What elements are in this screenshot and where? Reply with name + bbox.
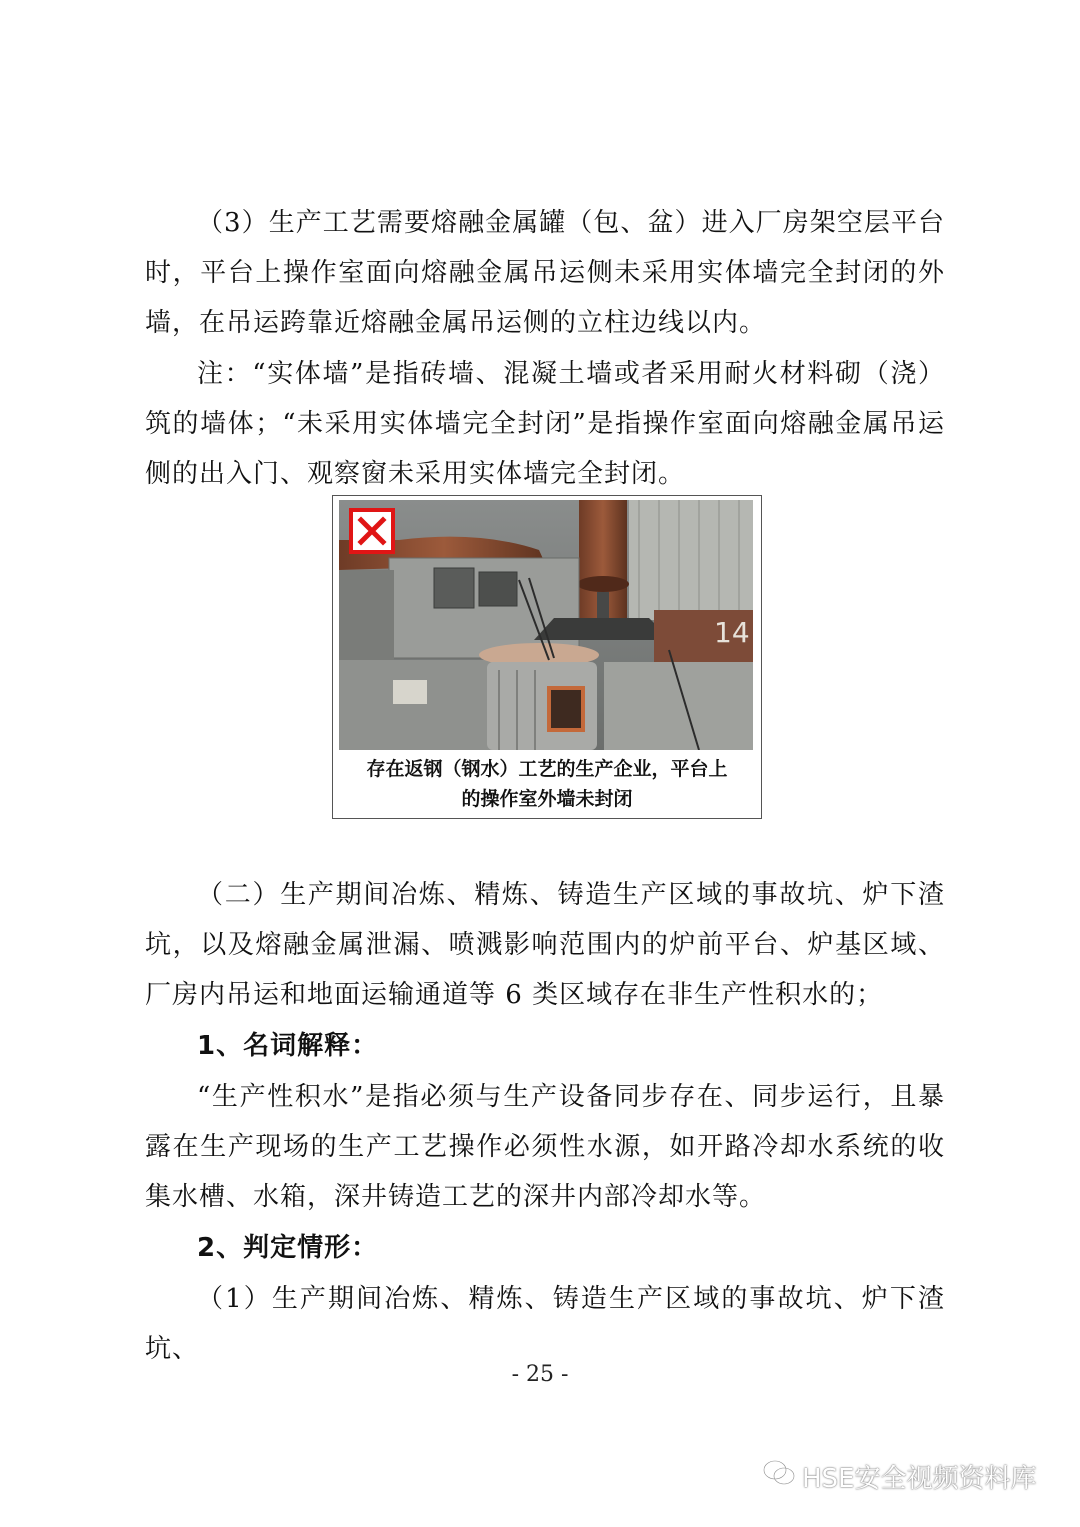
svg-text:14: 14 xyxy=(714,616,750,649)
factory-photo xyxy=(339,500,753,750)
factory-photo-drawing xyxy=(339,500,753,750)
wechat-icon xyxy=(762,1458,796,1495)
caption-line-2: 的操作室外墙未封闭 xyxy=(461,788,633,810)
heading-judgment-situation: 2、判定情形： xyxy=(197,1233,379,1263)
figure-caption xyxy=(333,754,761,814)
paragraph-production-water: “生产性积水”是指必须与生产设备同步存在、同步运行，且暴露在生产现场的生产工艺操作必须性水源，如开路冷却水系统的收集水槽、水箱，深井铸造工艺的深井内部冷却水等。 xyxy=(145,1082,945,1212)
heading-term-explanation: 1、名词解释： xyxy=(197,1031,379,1061)
watermark xyxy=(762,1458,1036,1495)
caption-line-1: 存在返钢（钢水）工艺的生产企业，平台上 xyxy=(366,758,728,780)
paragraph-situation-one: （1）生产期间冶炼、精炼、铸造生产区域的事故坑、炉下渣坑、 xyxy=(145,1284,945,1364)
watermark-text: HSE安全视频资料库 xyxy=(802,1464,1037,1494)
paragraph-note-solid-wall: 注：“实体墙”是指砖墙、混凝土墙或者采用耐火材料砌（浇）筑的墙体；“未采用实体墙完全封闭”是指操作室面向熔融金属吊运侧的出入门、观察窗未采用实体墙完全封闭。 xyxy=(145,359,945,489)
paragraph-section-two: （二）生产期间冶炼、精炼、铸造生产区域的事故坑、炉下渣坑，以及熔融金属泄漏、喷溅影响范围内的炉前平台、炉基区域、厂房内吊运和地面运输通道等 6 类区域存在非生产性积水的； xyxy=(145,880,945,1010)
paragraph-platform-operating-room: （3）生产工艺需要熔融金属罐（包、盆）进入厂房架空层平台时，平台上操作室面向熔融金属吊运侧未采用实体墙完全封闭的外墙，在吊运跨靠近熔融金属吊运侧的立柱边线以内。 xyxy=(145,208,945,338)
red-x-icon xyxy=(349,508,395,554)
example-figure xyxy=(332,495,762,819)
page-number: - 25 - xyxy=(511,1362,569,1387)
